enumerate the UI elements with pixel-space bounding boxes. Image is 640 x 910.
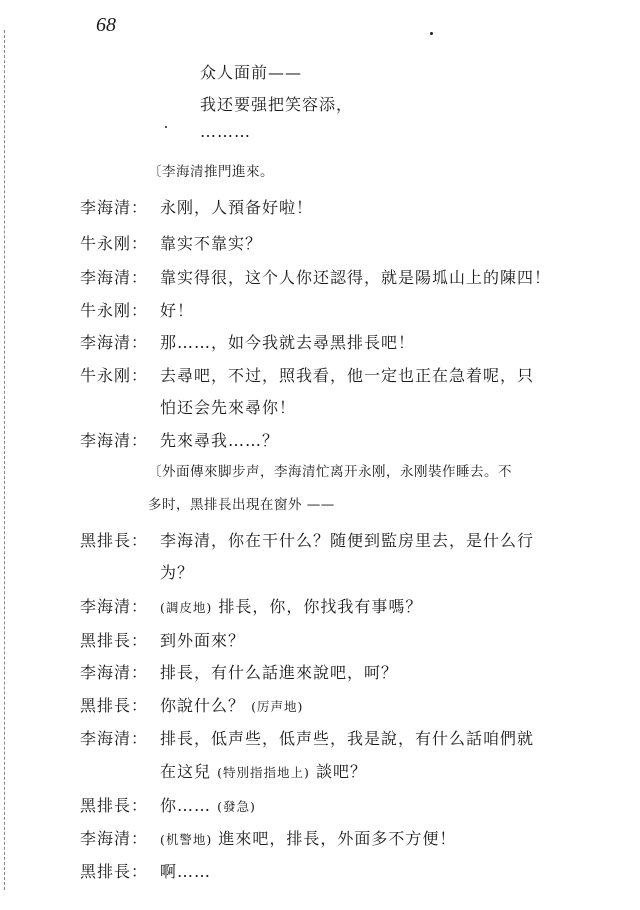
- dialogue-line: [160, 793, 256, 816]
- dialogue-line: [160, 759, 367, 782]
- speaker-name: 李海清：: [80, 198, 149, 217]
- page-number: 68: [96, 14, 116, 36]
- speaker-name: 李海清：: [80, 663, 149, 682]
- dialogue-line: [160, 594, 422, 617]
- dialogue-line: 去尋吧，不过，照我看，他一定也正在急着呢，只: [160, 366, 535, 385]
- dialogue-line: 排長，低声些，低声些，我是說，有什么話咱們就: [160, 729, 535, 748]
- dialogue-line: 怕还会先來尋你！: [160, 398, 297, 417]
- verse-line: ………: [200, 122, 251, 141]
- stage-direction: 多时，黑排長出現在窗外 ——: [148, 497, 335, 513]
- dialogue-text: 談吧？: [309, 762, 367, 781]
- stage-direction: 〔李海清推門進來。: [148, 164, 274, 180]
- speaker-name: 牛永刚：: [80, 366, 149, 385]
- dialogue-line: 靠实不靠实？: [160, 234, 263, 253]
- dialogue-line: 李海清，你在干什么？随便到監房里去，是什么行: [160, 531, 535, 550]
- stage-note: (特別指指地上): [217, 765, 310, 780]
- dialogue-text: 進來吧，排長，外面多不方便！: [212, 829, 457, 848]
- dialogue-line: 排長，有什么話進來說吧，呵？: [160, 663, 399, 682]
- dialogue-line: 啊……: [160, 862, 212, 881]
- stage-note: (厉声地): [251, 699, 304, 714]
- stage-note: (机警地): [160, 832, 213, 847]
- dialogue-line: 靠实得很，这个人你还認得，就是陽坬山上的陳四！: [160, 268, 552, 287]
- speaker-name: 黑排長：: [80, 862, 149, 881]
- speaker-name: 李海清：: [80, 597, 149, 616]
- dialogue-line: [160, 826, 456, 849]
- stage-note: (發急): [217, 799, 256, 814]
- dialogue-line: [160, 693, 303, 716]
- speaker-name: 牛永刚：: [80, 234, 149, 253]
- ink-speck: [430, 32, 433, 35]
- dialogue-line: 到外面來？: [160, 631, 246, 650]
- speaker-name: 李海清：: [80, 333, 149, 352]
- speaker-name: 黑排長：: [80, 696, 149, 715]
- speaker-name: 牛永刚：: [80, 301, 149, 320]
- dialogue-line: 为？: [160, 563, 195, 582]
- speaker-name: 李海清：: [80, 268, 149, 287]
- speaker-name: 李海清：: [80, 431, 149, 450]
- dialogue-line: 那……，如今我就去尋黑排長吧！: [160, 333, 416, 352]
- dialogue-line: 先來尋我……？: [160, 431, 280, 450]
- dialogue-text: 排長，你，你找我有事嗎？: [212, 597, 423, 616]
- speaker-name: 黑排長：: [80, 796, 149, 815]
- stage-note: (調皮地): [160, 600, 213, 615]
- speaker-name: 黑排長：: [80, 631, 149, 650]
- speaker-name: 黑排長：: [80, 531, 149, 550]
- verse-line: 众人面前——: [200, 63, 303, 82]
- verse-line: 我还要强把笑容添，: [200, 95, 354, 114]
- dialogue-text: 在这兒: [160, 762, 218, 781]
- dialogue-text: 你說什么？: [160, 696, 252, 715]
- dialogue-line: 好！: [160, 301, 195, 320]
- dialogue-text: 你……: [160, 796, 218, 815]
- margin-line: [4, 30, 6, 890]
- stage-direction: 〔外面傳來脚步声，李海清忙离开永刚，永刚裝作睡去。不: [148, 464, 512, 480]
- speaker-name: 李海清：: [80, 829, 149, 848]
- speaker-name: 李海清：: [80, 729, 149, 748]
- dialogue-line: 永刚，人預备好啦！: [160, 198, 314, 217]
- ink-speck: [165, 126, 167, 128]
